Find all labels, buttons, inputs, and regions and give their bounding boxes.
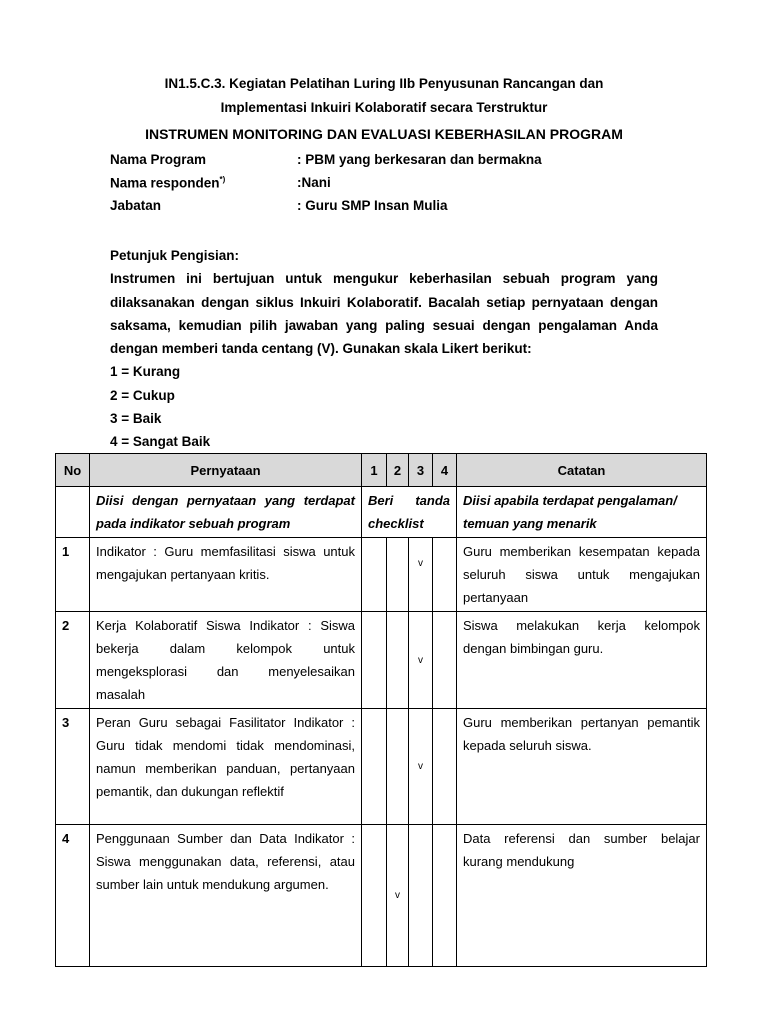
program-label: Nama Program [110, 152, 207, 167]
row-check-3[interactable]: v [409, 538, 433, 612]
table-row [56, 538, 707, 612]
row-no: 1 [56, 538, 90, 612]
responden-value: :Nani [297, 175, 331, 190]
row-check-4[interactable] [433, 538, 457, 612]
row-check-4[interactable] [433, 825, 457, 967]
header-scale-4: 4 [433, 454, 457, 487]
row-check-2[interactable] [387, 612, 409, 709]
header-scale-1: 1 [362, 454, 387, 487]
row-check-3[interactable] [409, 825, 433, 967]
row-check-2[interactable]: v [387, 825, 409, 967]
subheader-skala: Beri tanda checklist [362, 487, 457, 538]
responden-label [110, 175, 225, 191]
row-no: 3 [56, 709, 90, 825]
row-catatan: Data referensi dan sumber belajar kurang mendukung [457, 825, 707, 967]
jabatan-label: Jabatan [110, 198, 162, 213]
evaluation-table [55, 453, 707, 967]
responden-footnote-mark: *) [219, 175, 226, 184]
subheader-pernyataan: Diisi dengan pernyataan yang terdapat pada indikator sebuah program [90, 487, 362, 538]
row-catatan: Guru memberikan kesempatan kepada seluruh siswa untuk mengajukan pertanyaan [457, 538, 707, 612]
row-check-1[interactable] [362, 709, 387, 825]
table-row [56, 612, 707, 709]
row-check-2[interactable] [387, 709, 409, 825]
row-pernyataan: Penggunaan Sumber dan Data Indikator : Siswa menggunakan data, referensi, atau sumber lain untuk mendukung argumen. [90, 825, 362, 967]
title-line-3: INSTRUMEN MONITORING DAN EVALUASI KEBERHASILAN PROGRAM [145, 126, 623, 142]
subheader-catatan: Diisi apabila terdapat pengalaman/ temuan yang menarik [457, 487, 707, 538]
row-no: 2 [56, 612, 90, 709]
row-check-1[interactable] [362, 825, 387, 967]
table-row [56, 825, 707, 967]
row-check-3[interactable]: v [409, 612, 433, 709]
row-catatan: Siswa melakukan kerja kelompok dengan bimbingan guru. [457, 612, 707, 709]
table-subheader-row [56, 487, 707, 538]
title-line-1: IN1.5.C.3. Kegiatan Pelatihan Luring IIb Penyusunan Rancangan dan [164, 76, 604, 91]
row-check-3[interactable]: v [409, 709, 433, 825]
row-pernyataan: Kerja Kolaboratif Siswa Indikator : Siswa bekerja dalam kelompok untuk mengeksplorasi dan menyelesaikan masalah [90, 612, 362, 709]
table-row [56, 709, 707, 825]
row-check-4[interactable] [433, 709, 457, 825]
row-check-1[interactable] [362, 612, 387, 709]
instructions [110, 244, 658, 454]
instructions-heading: Petunjuk Pengisian: [110, 248, 240, 263]
subheader-no [56, 487, 90, 538]
scale-item-4: 4 = Sangat Baik [110, 434, 211, 450]
row-check-2[interactable] [387, 538, 409, 612]
header-catatan: Catatan [457, 454, 707, 487]
header-no: No [56, 454, 90, 487]
scale-item-2: 2 = Cukup [110, 387, 175, 403]
jabatan-value: : Guru SMP Insan Mulia [297, 198, 448, 213]
row-check-1[interactable] [362, 538, 387, 612]
row-catatan: Guru memberikan pertanyan pemantik kepada seluruh siswa. [457, 709, 707, 825]
header-scale-2: 2 [387, 454, 409, 487]
row-pernyataan: Peran Guru sebagai Fasilitator Indikator : Guru tidak mendomi tidak mendominasi, namun memberikan panduan, pertanyaan pemantik, dan dukungan reflektif [90, 709, 362, 825]
program-value: : PBM yang berkesaran dan bermakna [297, 152, 542, 167]
header-scale-3: 3 [409, 454, 433, 487]
responden-label-text: Nama responden [110, 175, 220, 191]
scale-item-3: 3 = Baik [110, 411, 162, 427]
row-pernyataan: Indikator : Guru memfasilitasi siswa untuk mengajukan pertanyaan kritis. [90, 538, 362, 612]
instructions-body: Instrumen ini bertujuan untuk mengukur keberhasilan sebuah program yang dilaksanakan dengan siklus Inkuiri Kolaboratif. Bacalah setiap pernyataan dengan saksama, kemudian pilih jawaban yang paling sesuai dengan pengalaman Anda dengan memberi tanda centang (V). Gunakan skala Likert berikut: [110, 271, 658, 357]
row-no: 4 [56, 825, 90, 967]
title-line-2: Implementasi Inkuiri Kolaboratif secara Terstruktur [220, 100, 548, 115]
header-pernyataan: Pernyataan [90, 454, 362, 487]
row-check-4[interactable] [433, 612, 457, 709]
scale-item-1: 1 = Kurang [110, 364, 181, 380]
table-header-row [56, 454, 707, 487]
